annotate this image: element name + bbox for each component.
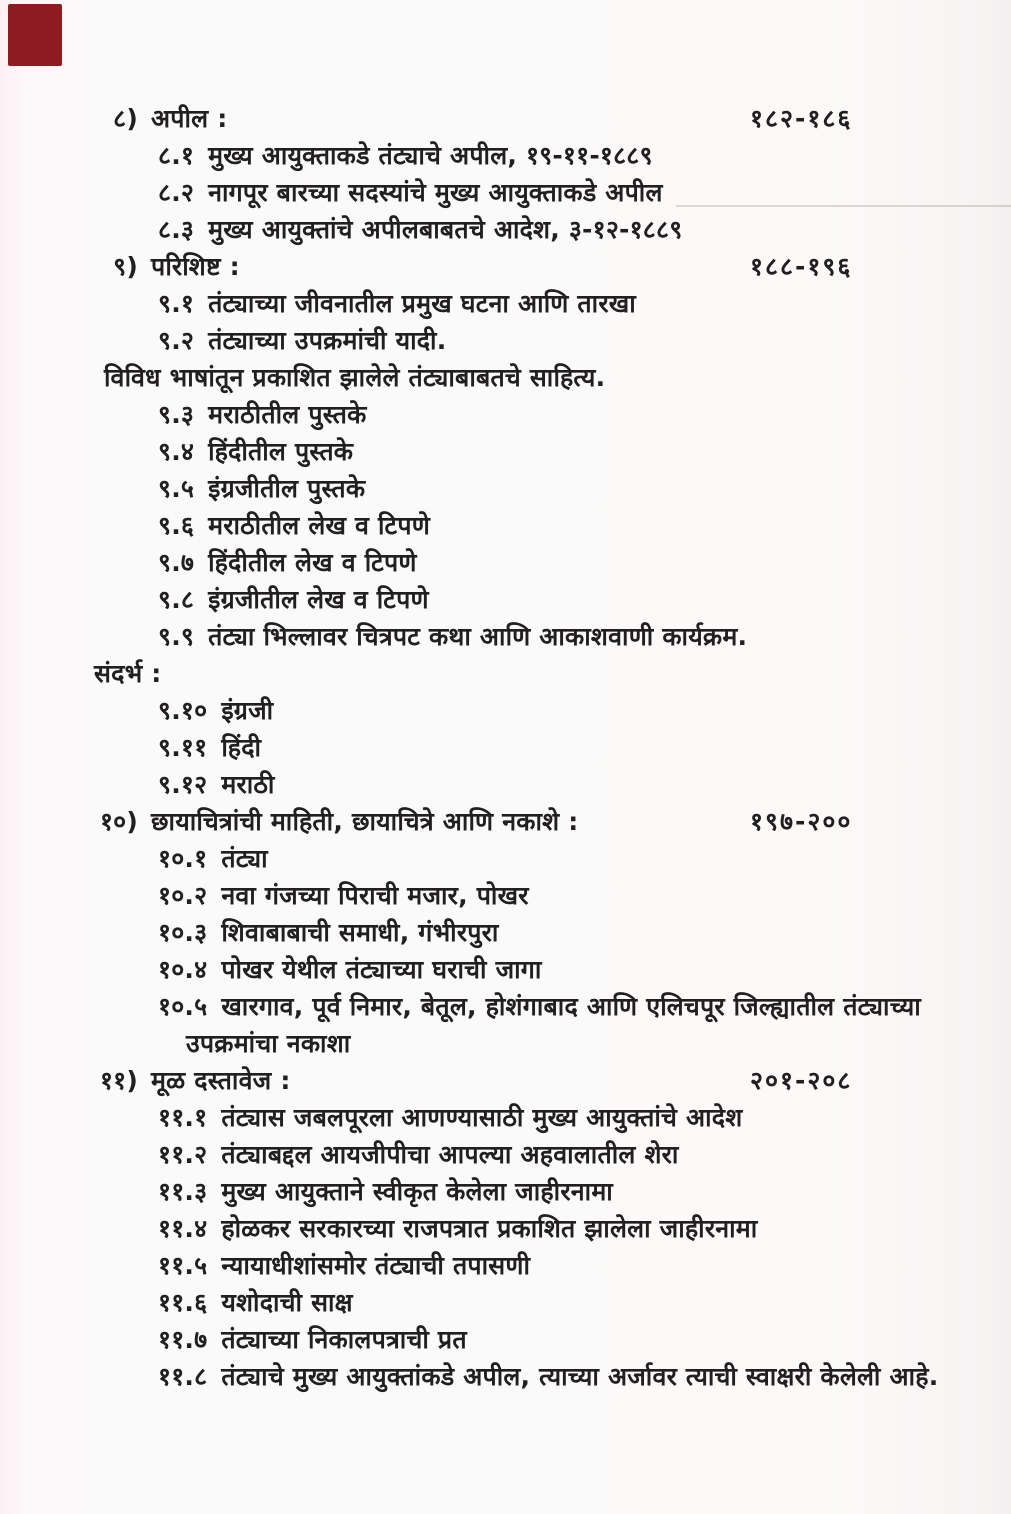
entry-text: खारगाव, पूर्व निमार, बेतूल, होशंगाबाद आणि एलिचपूर जिल्ह्यातील तंट्याच्या: [221, 992, 921, 1021]
entry-number: १०): [99, 807, 138, 836]
entry-text: होळकर सरकारच्या राजपत्रात प्रकाशित झालेला जाहीरनामा: [221, 1214, 758, 1243]
entry-text: तंट्याच्या निकालपत्राची प्रत: [221, 1325, 467, 1354]
toc-item-row: [0, 988, 1011, 1025]
entry-number: १०.४: [158, 955, 208, 984]
entry-number: ९.५: [158, 474, 195, 503]
toc-item-row: [0, 285, 1011, 322]
entry-text: हिंदीतील लेख व टिपणे: [208, 548, 417, 577]
entry-text: इंग्रजीतील लेख व टिपणे: [208, 585, 429, 614]
entry-text: मराठीतील पुस्तके: [208, 400, 367, 429]
toc-item-row: [0, 1173, 1011, 1210]
entry-text: यशोदाची साक्ष: [221, 1288, 353, 1317]
entry-number: ९.९: [158, 622, 195, 651]
toc-item-row: [0, 1321, 1011, 1358]
entry-number: ९.६: [158, 511, 195, 540]
entry-number: ९.४: [158, 437, 195, 466]
entry-number: १०.२: [158, 881, 208, 910]
entry-text: इंग्रजीतील पुस्तके: [208, 474, 366, 503]
toc-item-row: [0, 396, 1011, 433]
entry-text: परिशिष्ट :: [151, 252, 240, 281]
entry-text: मुख्य आयुक्ताकडे तंट्याचे अपील, १९-११-१८८९: [208, 141, 653, 170]
toc-section-row: [0, 100, 1011, 137]
entry-number: ९.१: [158, 289, 195, 318]
entry-text: शिवाबाबाची समाधी, गंभीरपुरा: [221, 918, 499, 947]
entry-text: तंट्या भिल्लावर चित्रपट कथा आणि आकाशवाणी कार्यक्रम.: [208, 622, 748, 651]
entry-number: ९): [113, 252, 138, 281]
page-range: २०१-२०८: [750, 1066, 853, 1095]
toc-item-row: [0, 581, 1011, 618]
toc-item-row: [0, 322, 1011, 359]
entry-number: ८): [113, 104, 138, 133]
entry-number: ११.८: [158, 1362, 208, 1391]
entry-text: नवा गंजच्या पिराची मजार, पोखर: [221, 881, 529, 910]
entry-text: हिंदी: [221, 733, 262, 762]
entry-number: ८.२: [158, 178, 195, 207]
page-range: १९७-२००: [750, 807, 853, 836]
entry-number: ११): [99, 1066, 138, 1095]
toc-label-row: [0, 655, 1011, 692]
entry-text: हिंदीतील पुस्तके: [208, 437, 354, 466]
entry-number: १०.५: [158, 992, 208, 1021]
entry-number: ९.११: [158, 733, 208, 762]
entry-number: ९.८: [158, 585, 195, 614]
toc-item-row: [0, 211, 1011, 248]
entry-text: तंट्याच्या जीवनातील प्रमुख घटना आणि तारखा: [208, 289, 636, 318]
page-range: १८८-१९६: [750, 252, 853, 281]
toc-item-row: [0, 840, 1011, 877]
toc-item-row: [0, 174, 1011, 211]
entry-text: नागपूर बारच्या सदस्यांचे मुख्य आयुक्ताकडे अपील: [208, 178, 663, 207]
toc-item-row: [0, 618, 1011, 655]
toc-section-row: [0, 803, 1011, 840]
entry-text: मुख्य आयुक्ताने स्वीकृत केलेला जाहीरनामा: [221, 1177, 613, 1206]
toc-item-row: [0, 1247, 1011, 1284]
toc-item-row: [0, 877, 1011, 914]
toc-item-row: [0, 1210, 1011, 1247]
entry-text: तंट्याबद्दल आयजीपीचा आपल्या अहवालातील शेरा: [221, 1140, 679, 1169]
toc-plain-text-row: [0, 359, 1011, 396]
page-range: १८२-१८६: [750, 104, 853, 133]
entry-number: ९.७: [158, 548, 195, 577]
entry-text: न्यायाधीशांसमोर तंट्याची तपासणी: [221, 1251, 531, 1280]
toc-item-row: [0, 433, 1011, 470]
toc-item-row: [0, 692, 1011, 729]
entry-text: तंट्यास जबलपूरला आणण्यासाठी मुख्य आयुक्तांचे आदेश: [221, 1103, 743, 1132]
entry-number: ११.५: [158, 1251, 208, 1280]
entry-number: ११.४: [158, 1214, 208, 1243]
entry-text: संदर्भ :: [94, 659, 162, 688]
toc-section-row: [0, 1062, 1011, 1099]
entry-number: ११.३: [158, 1177, 208, 1206]
toc-item-row: [0, 914, 1011, 951]
entry-number: ९.२: [158, 326, 195, 355]
entry-text: पोखर येथील तंट्याच्या घराची जागा: [221, 955, 542, 984]
toc-item-row: [0, 951, 1011, 988]
entry-number: ९.१२: [158, 770, 208, 799]
entry-number: ११.६: [158, 1288, 208, 1317]
entry-number: १०.३: [158, 918, 208, 947]
entry-text: मराठीतील लेख व टिपणे: [208, 511, 430, 540]
entry-text: विविध भाषांतून प्रकाशित झालेले तंट्याबाबतचे साहित्य.: [104, 363, 606, 392]
toc-item-row: [0, 1136, 1011, 1173]
toc-item-row: [0, 544, 1011, 581]
entry-number: १०.१: [158, 844, 208, 873]
toc-item-row: [0, 1099, 1011, 1136]
toc-item-row: [0, 507, 1011, 544]
entry-number: ११.१: [158, 1103, 208, 1132]
entry-number: ९.१०: [158, 696, 208, 725]
toc-item-row: [0, 766, 1011, 803]
toc-item-row: [0, 470, 1011, 507]
entry-number: ८.१: [158, 141, 195, 170]
entry-text: तंट्याचे मुख्य आयुक्तांकडे अपील, त्याच्या अर्जावर त्याची स्वाक्षरी केलेली आहे.: [221, 1362, 939, 1391]
entry-text: मूळ दस्तावेज :: [151, 1066, 291, 1095]
toc-item-row: [0, 1284, 1011, 1321]
toc-section-row: [0, 248, 1011, 285]
entry-text: छायाचित्रांची माहिती, छायाचित्रे आणि नकाशे :: [151, 807, 579, 836]
entry-text: तंट्याच्या उपक्रमांची यादी.: [208, 326, 447, 355]
entry-text: उपक्रमांचा नकाशा: [186, 1029, 351, 1058]
entry-text: तंट्या: [221, 844, 268, 873]
entry-number: ८.३: [158, 215, 195, 244]
toc-item-row: [0, 137, 1011, 174]
entry-number: ९.३: [158, 400, 195, 429]
toc-continuation-row: [0, 1025, 1011, 1062]
entry-text: मुख्य आयुक्तांचे अपीलबाबतचे आदेश, ३-१२-१८८९: [208, 215, 683, 244]
entry-text: अपील :: [151, 104, 228, 133]
toc-item-row: [0, 729, 1011, 766]
toc-item-row: [0, 1358, 1011, 1395]
entry-text: मराठी: [221, 770, 275, 799]
entry-text: इंग्रजी: [221, 696, 274, 725]
entry-number: ११.७: [158, 1325, 208, 1354]
entry-number: ११.२: [158, 1140, 208, 1169]
